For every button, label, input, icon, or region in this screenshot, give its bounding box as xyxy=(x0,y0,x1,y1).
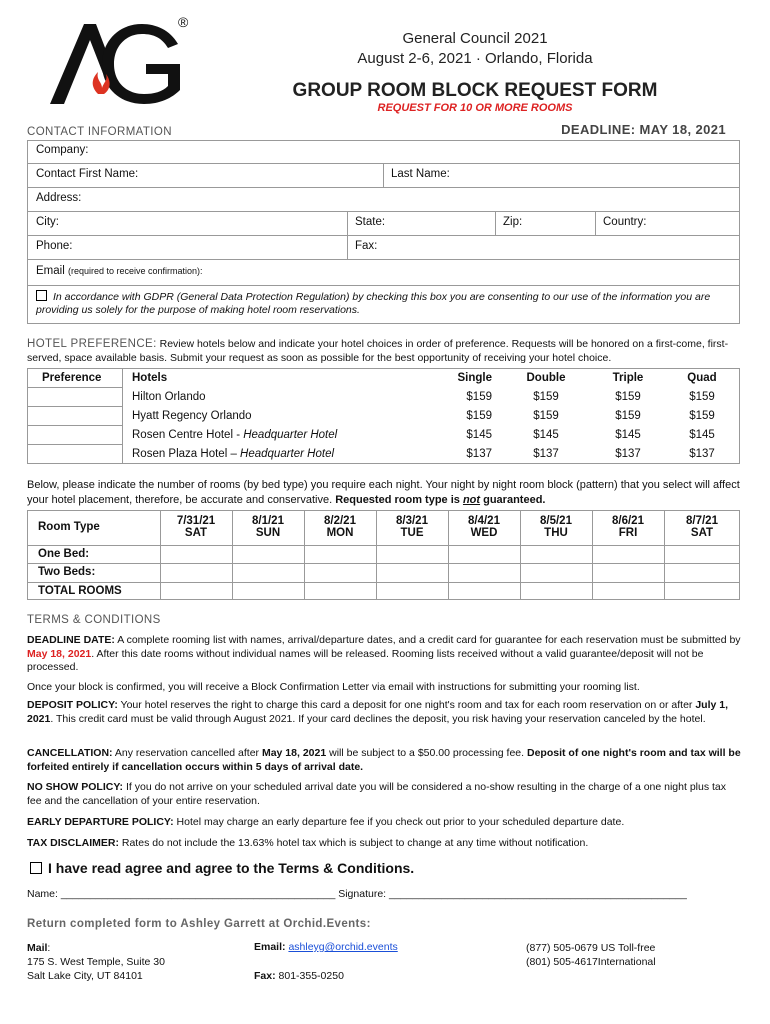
phone-row xyxy=(27,236,740,260)
night-date: 7/31/21 xyxy=(176,515,216,527)
hotel-name: Hilton Orlando xyxy=(132,391,206,403)
email-contact xyxy=(254,941,398,953)
deposit-policy-clause xyxy=(27,699,742,726)
one-bed-label: One Bed: xyxy=(38,548,90,560)
clause-label: EARLY DEPARTURE POLICY: xyxy=(27,816,174,828)
night-date: 8/3/21 xyxy=(396,515,428,527)
confirmation-clause: Once your block is confirmed, you will receive a Block Confirmation Letter via email with instructions for submitting your rooming list. xyxy=(27,681,640,693)
date-column-header xyxy=(232,515,304,539)
hotel-name: Hyatt Regency Orlando xyxy=(132,410,252,422)
room-type-header: Room Type xyxy=(38,521,100,533)
fax-label[interactable]: Fax: xyxy=(355,240,378,252)
state-label[interactable]: State: xyxy=(355,216,386,228)
no-show-clause xyxy=(27,781,742,808)
clause-label: NO SHOW POLICY: xyxy=(27,781,124,793)
hotel-row xyxy=(132,448,334,460)
date-column-header xyxy=(520,515,592,539)
rate-double: $159 xyxy=(533,391,559,403)
hotel-preference-label: HOTEL PREFERENCE: xyxy=(27,338,157,350)
early-departure-clause xyxy=(27,816,742,830)
clause-bold: Deposit of one night's room and tax will be forfeited entirely if cancellation occurs within 5 days of arrival date. xyxy=(27,747,741,773)
address-row[interactable] xyxy=(27,188,740,212)
country-label[interactable]: Country: xyxy=(603,216,647,228)
email-row[interactable] xyxy=(27,260,740,286)
first-name-label[interactable]: Contact First Name: xyxy=(36,168,139,180)
clause-text: Any reservation cancelled after xyxy=(112,747,262,759)
deadline: DEADLINE: MAY 18, 2021 xyxy=(561,122,726,137)
rate-quad: $159 xyxy=(689,410,715,422)
email-link[interactable]: ashleyg@orchid.events xyxy=(288,941,398,953)
clause-date: May 18, 2021 xyxy=(27,647,92,660)
night-date: 8/5/21 xyxy=(540,515,572,527)
event-dates: August 2-6, 2021 · Orlando, Florida xyxy=(357,50,593,67)
col-preference: Preference xyxy=(42,372,102,384)
hotel-row xyxy=(132,410,252,422)
form-subtitle: REQUEST FOR 10 OR MORE ROOMS xyxy=(377,102,573,114)
hotel-note: Headquarter Hotel xyxy=(240,448,335,460)
gdpr-text: In accordance with GDPR (General Data Protection Regulation) by checking this box you are consenting to our use of the information you are providing us solely for the purpose of making hotel room reservations. xyxy=(36,291,711,316)
rate-quad: $159 xyxy=(689,391,715,403)
night-date: 8/1/21 xyxy=(252,515,284,527)
gdpr-checkbox[interactable] xyxy=(36,290,47,301)
fax-contact xyxy=(254,970,344,982)
date-column-header xyxy=(304,515,376,539)
rate-single: $145 xyxy=(466,429,492,441)
name-row xyxy=(27,164,740,188)
room-grid xyxy=(27,510,740,600)
rate-triple: $137 xyxy=(615,448,641,460)
tax-disclaimer-clause xyxy=(27,837,742,851)
clause-text: Hotel may charge an early departure fee if you check out prior to your scheduled departure date. xyxy=(173,816,625,828)
night-day: WED xyxy=(470,527,498,539)
mail-line: 175 S. West Temple, Suite 30 xyxy=(27,956,165,968)
rate-triple: $159 xyxy=(615,391,641,403)
fax-number: 801-355-0250 xyxy=(278,970,344,982)
clause-text: Rates do not include the 13.63% hotel tax which is subject to change at any time without notification. xyxy=(118,837,589,849)
rate-double: $159 xyxy=(533,410,559,422)
agree-text: I have read agree and agree to the Terms & Conditions. xyxy=(48,860,415,876)
email-label: Email: xyxy=(254,941,289,953)
two-beds-label: Two Beds: xyxy=(38,566,96,578)
rate-quad: $137 xyxy=(689,448,715,460)
mail-address: Mail: 175 S. West Temple, Suite 30 Salt Lake City, UT 84101 xyxy=(27,942,165,982)
hotel-row xyxy=(132,391,206,403)
date-column-header xyxy=(376,515,448,539)
night-day: MON xyxy=(326,527,354,539)
phone-international: (801) 505-4617International xyxy=(526,956,656,968)
last-name-label[interactable]: Last Name: xyxy=(391,168,450,180)
gdpr-consent xyxy=(36,290,736,317)
clause-label: CANCELLATION: xyxy=(27,747,113,759)
rate-quad: $145 xyxy=(689,429,715,441)
hotel-table xyxy=(27,368,740,464)
ag-logo xyxy=(48,16,198,106)
return-heading: Return completed form to Ashley Garrett at Orchid.Events: xyxy=(27,918,371,930)
hotel-row xyxy=(132,429,337,441)
date-column-header xyxy=(664,515,740,539)
cancellation-clause xyxy=(27,747,742,774)
col-triple: Triple xyxy=(612,372,644,384)
name-signature-line[interactable]: Name: _______________________________________________ Signature: ___________________________________________________ xyxy=(27,888,687,900)
phone-label[interactable]: Phone: xyxy=(36,240,73,252)
hotel-preference-text: Review hotels below and indicate your hotel choices in order of preference. Requests will be honored on a first-come, first-served, space available basis. Submit your request as soon as possible for the best opportunity of receiving your hotel choice. xyxy=(27,338,729,364)
company-row[interactable] xyxy=(27,140,740,164)
date-column-header xyxy=(592,515,664,539)
ag-logo-graphic xyxy=(48,16,198,106)
night-day: SUN xyxy=(255,527,281,539)
clause-text: . After this date rooms without individual names will be released. Rooming lists received without a valid guarantee/deposit will not be processed. xyxy=(27,647,704,673)
night-day: SAT xyxy=(184,527,208,539)
clause-date: July 1, 2021 xyxy=(27,699,729,725)
col-quad: Quad xyxy=(687,372,717,384)
event-name: General Council 2021 xyxy=(402,30,548,47)
date-column-header xyxy=(448,515,520,539)
night-date: 8/7/21 xyxy=(686,515,718,527)
hotel-note: Headquarter Hotel xyxy=(243,429,338,441)
col-hotels: Hotels xyxy=(132,372,168,384)
night-day: TUE xyxy=(400,527,424,539)
clause-label: DEPOSIT POLICY: xyxy=(27,699,118,711)
zip-label[interactable]: Zip: xyxy=(503,216,523,228)
rate-single: $159 xyxy=(466,391,492,403)
night-date: 8/2/21 xyxy=(324,515,356,527)
clause-label: TAX DISCLAIMER: xyxy=(27,837,119,849)
hotel-name: Rosen Plaza Hotel – xyxy=(132,448,241,460)
clause-label: DEADLINE DATE: xyxy=(27,634,115,646)
rate-double: $137 xyxy=(533,448,559,460)
deadline-date-clause xyxy=(27,634,742,675)
clause-text: A complete rooming list with names, arrival/departure dates, and a credit card for guarantee for each reservation must be submitted by xyxy=(114,634,741,646)
contact-section-label: CONTACT INFORMATION xyxy=(27,126,172,138)
agree-terms xyxy=(30,860,414,876)
rate-single: $159 xyxy=(466,410,492,422)
terms-label: TERMS & CONDITIONS xyxy=(27,614,161,626)
mail-label: Mail xyxy=(27,942,48,954)
rooms-intro-not: not xyxy=(462,494,481,506)
phone-contacts xyxy=(526,941,656,969)
total-rooms-label: TOTAL ROOMS xyxy=(38,585,122,597)
email-label: Email xyxy=(36,265,65,277)
night-date: 8/6/21 xyxy=(612,515,644,527)
hotel-preference-intro xyxy=(27,338,742,365)
clause-text: will be subject to a $50.00 processing fee. xyxy=(326,747,527,759)
clause-text: . This credit card must be valid through August 2021. If your card declines the deposit, you risk having your reservation canceled by the hotel. xyxy=(50,712,706,725)
company-label: Company: xyxy=(36,144,89,156)
rooms-intro xyxy=(27,478,742,508)
col-single: Single xyxy=(457,372,492,384)
clause-text: Your hotel reserves the right to charge this card a deposit for one night's room and tax for each room reservation on or after xyxy=(117,699,696,711)
hotel-name: Rosen Centre Hotel - xyxy=(132,429,244,441)
clause-text: If you do not arrive on your scheduled arrival date you will be considered a no-show resulting in the charge of a one night plus tax fee and the cancellation of your entire reservation. xyxy=(27,781,727,807)
phone-tollfree: (877) 505-0679 US Toll-free xyxy=(526,942,656,954)
date-column-header xyxy=(160,515,232,539)
city-row xyxy=(27,212,740,236)
city-label[interactable]: City: xyxy=(36,216,59,228)
clause-date: May 18, 2021 xyxy=(261,747,327,759)
rooms-intro-bold: Requested room type is xyxy=(335,494,463,506)
rate-double: $145 xyxy=(533,429,559,441)
night-day: FRI xyxy=(618,527,638,539)
registered-mark: ® xyxy=(178,14,189,30)
address-label: Address: xyxy=(36,192,82,204)
night-day: THU xyxy=(544,527,568,539)
rate-triple: $145 xyxy=(615,429,641,441)
night-day: SAT xyxy=(690,527,714,539)
fax-label: Fax: xyxy=(254,970,279,982)
agree-checkbox[interactable] xyxy=(30,862,42,874)
night-date: 8/4/21 xyxy=(468,515,500,527)
email-note: (required to receive confirmation): xyxy=(67,266,203,276)
col-double: Double xyxy=(526,372,566,384)
rooms-intro-end: guaranteed. xyxy=(480,494,546,506)
mail-line: Salt Lake City, UT 84101 xyxy=(27,970,143,982)
rooms-intro-text: Below, please indicate the number of rooms (by bed type) you require each night. Your night by night room block (pattern) that you select will affect your hotel placement, therefore, be accurate and conservative. xyxy=(27,479,740,506)
rate-triple: $159 xyxy=(615,410,641,422)
form-title: GROUP ROOM BLOCK REQUEST FORM xyxy=(292,80,658,101)
rate-single: $137 xyxy=(466,448,492,460)
